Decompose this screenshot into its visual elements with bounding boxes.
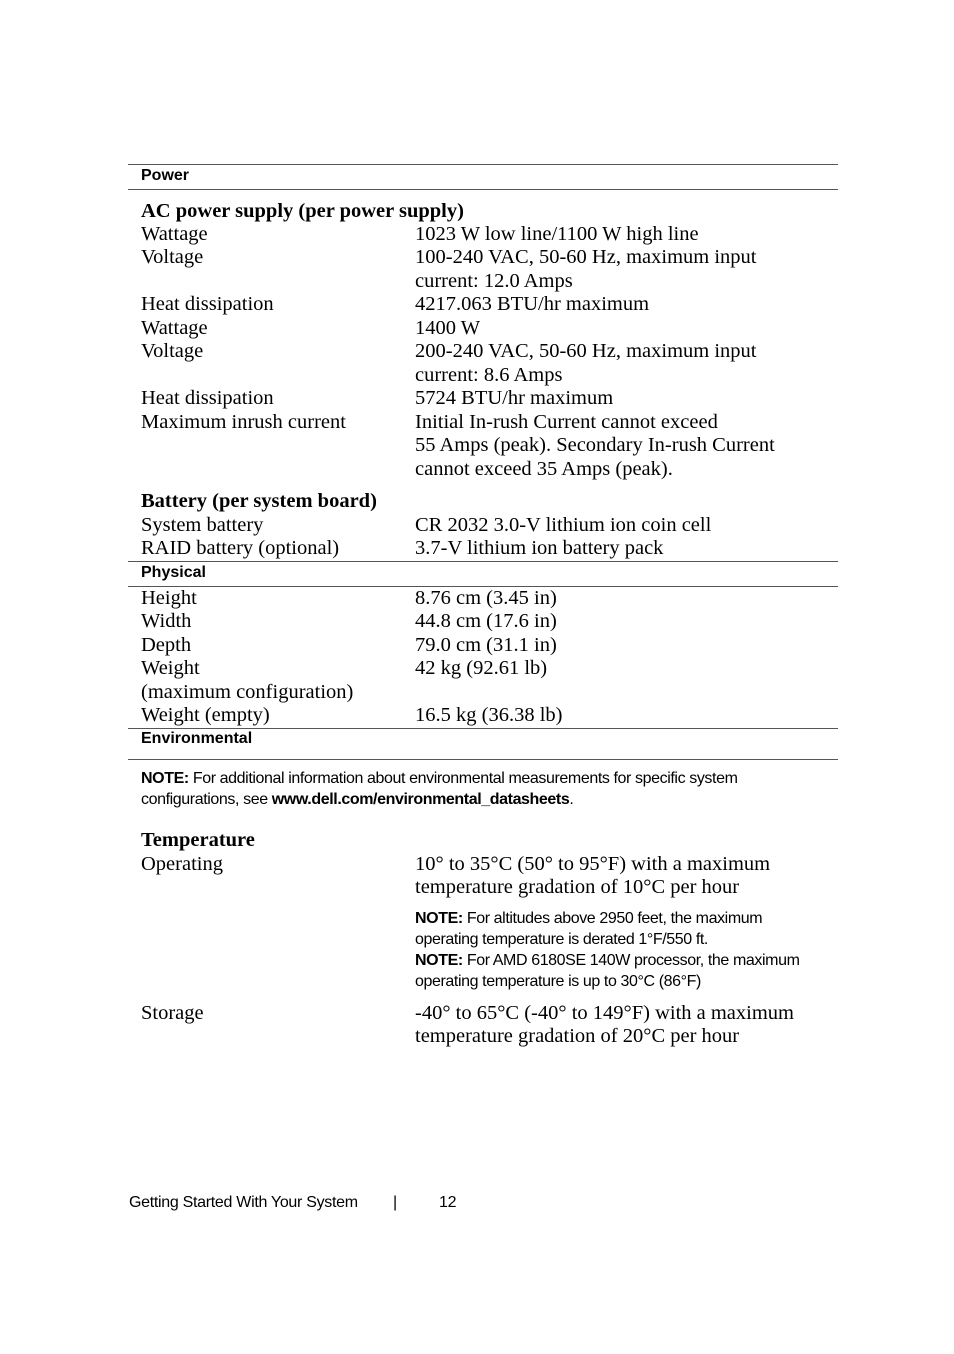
note-text: For AMD 6180SE 140W processor, the maximum bbox=[462, 952, 800, 969]
spec-value: 16.5 kg (36.38 lb) bbox=[415, 704, 563, 726]
spec-label: (maximum configuration) bbox=[141, 681, 354, 703]
note-line bbox=[415, 929, 800, 950]
spec-value: -40° to 65°C (-40° to 149°F) with a maximum bbox=[415, 1002, 794, 1024]
note-line bbox=[415, 971, 800, 992]
spec-label: Storage bbox=[141, 1002, 204, 1024]
spec-label: Voltage bbox=[141, 246, 204, 268]
note-text: For additional information about environmental measurements for specific system bbox=[188, 770, 738, 787]
note-text: . bbox=[569, 791, 574, 808]
spec-value: 200-240 VAC, 50-60 Hz, maximum input bbox=[415, 340, 757, 362]
spec-value: 8.76 cm (3.45 in) bbox=[415, 587, 557, 609]
spec-label: Width bbox=[141, 610, 192, 632]
battery-heading: Battery (per system board) bbox=[141, 490, 377, 512]
spec-value: current: 8.6 Amps bbox=[415, 364, 563, 386]
spec-label: Weight bbox=[141, 657, 200, 679]
spec-value: 44.8 cm (17.6 in) bbox=[415, 610, 557, 632]
spec-value: CR 2032 3.0-V lithium ion coin cell bbox=[415, 514, 712, 536]
spec-label: Weight (empty) bbox=[141, 704, 270, 726]
section-title-power: Power bbox=[141, 167, 190, 184]
datasheets-link[interactable]: www.dell.com/environmental_datasheets bbox=[271, 791, 570, 808]
footer-title: Getting Started With Your System bbox=[129, 1194, 358, 1211]
spec-label: Operating bbox=[141, 853, 223, 875]
spec-label: Height bbox=[141, 587, 197, 609]
spec-value: 100-240 VAC, 50-60 Hz, maximum input bbox=[415, 246, 757, 268]
section-header-environmental bbox=[128, 728, 838, 760]
spec-value: Initial In-rush Current cannot exceed bbox=[415, 411, 718, 433]
spec-value: 1023 W low line/1100 W high line bbox=[415, 223, 699, 245]
note-text: operating temperature is up to 30°C (86°F) bbox=[415, 973, 701, 990]
spec-label: System battery bbox=[141, 514, 264, 536]
spec-label: Maximum inrush current bbox=[141, 411, 346, 433]
spec-label: Wattage bbox=[141, 223, 208, 245]
spec-label: Heat dissipation bbox=[141, 293, 274, 315]
ac-power-heading: AC power supply (per power supply) bbox=[141, 200, 464, 222]
spec-value: 3.7-V lithium ion battery pack bbox=[415, 537, 664, 559]
spec-label: Heat dissipation bbox=[141, 387, 274, 409]
note-line bbox=[141, 768, 738, 789]
spec-value: temperature gradation of 10°C per hour bbox=[415, 876, 740, 898]
spec-value: cannot exceed 35 Amps (peak). bbox=[415, 458, 673, 480]
spec-label: Voltage bbox=[141, 340, 204, 362]
spec-value: 10° to 35°C (50° to 95°F) with a maximum bbox=[415, 853, 771, 875]
note-line bbox=[415, 908, 800, 929]
footer-separator: | bbox=[393, 1194, 397, 1211]
spec-label: RAID battery (optional) bbox=[141, 537, 340, 559]
note-line bbox=[415, 950, 800, 971]
temperature-heading: Temperature bbox=[141, 829, 255, 851]
note-prefix: NOTE: bbox=[415, 952, 463, 969]
environmental-note bbox=[141, 768, 738, 810]
spec-value: 1400 W bbox=[415, 317, 481, 339]
spec-value: 5724 BTU/hr maximum bbox=[415, 387, 614, 409]
note-line bbox=[141, 789, 738, 810]
spec-value: 42 kg (92.61 lb) bbox=[415, 657, 548, 679]
spec-value: 79.0 cm (31.1 in) bbox=[415, 634, 557, 656]
spec-value: 55 Amps (peak). Secondary In-rush Current bbox=[415, 434, 775, 456]
spec-label: Depth bbox=[141, 634, 192, 656]
note-prefix: NOTE: bbox=[415, 910, 463, 927]
spec-value: current: 12.0 Amps bbox=[415, 270, 573, 292]
note-text: configurations, see bbox=[141, 791, 272, 808]
altitude-note bbox=[415, 908, 800, 992]
section-header-power bbox=[128, 164, 838, 190]
page-number: 12 bbox=[439, 1194, 457, 1211]
section-title-environmental: Environmental bbox=[141, 730, 253, 747]
note-text: For altitudes above 2950 feet, the maximum bbox=[462, 910, 763, 927]
spec-value: 4217.063 BTU/hr maximum bbox=[415, 293, 650, 315]
spec-label: Wattage bbox=[141, 317, 208, 339]
spec-value: temperature gradation of 20°C per hour bbox=[415, 1025, 740, 1047]
note-text: operating temperature is derated 1°F/550 ft. bbox=[415, 931, 708, 948]
section-header-physical bbox=[128, 561, 838, 587]
section-title-physical: Physical bbox=[141, 564, 206, 581]
note-prefix: NOTE: bbox=[141, 770, 189, 787]
